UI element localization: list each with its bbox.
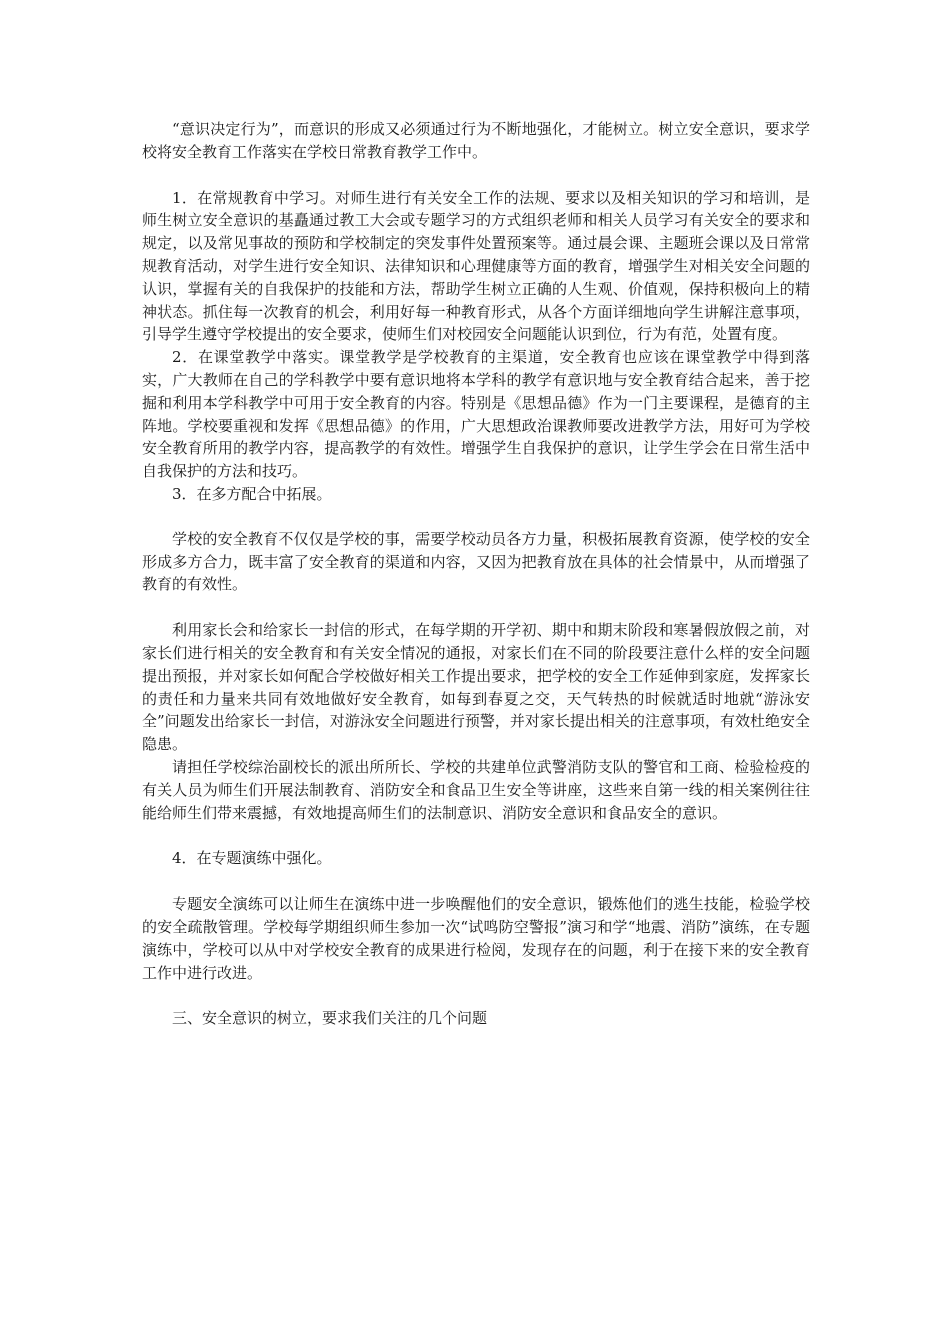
paragraph-item-4-body: 专题安全演练可以让师生在演练中进一步唤醒他们的安全意识，锻炼他们的逃生技能，检验学校的安全疏散管理。学校每学期组织师生参加一次“试鸣防空警报”演习和学“地震、消防”演练，在专题演练中，学校可以从中对学校安全教育的成果进行检阅，发现存在的问题，利于在接下来的安全教育工作中进行改进。 — [142, 895, 810, 982]
paragraph-parents-letter: 利用家长会和给家长一封信的形式，在每学期的开学初、期中和期末阶段和寒暑假放假之前，对家长们进行相关的安全教育和有关安全情况的通报，对家长们在不同的阶段要注意什么样的安全问题提出预报，并对家长如何配合学校做好相关工作提出要求，把学校的安全工作延伸到家庭，发挥家长的责任和力量来共同有效地做好安全教育，如每到春夏之交，天气转热的时候就适时地就“游泳安全”问题发出给家长一封信，对游泳安全问题进行预警，并对家长提出相关的注意事项，有效杜绝安全隐患。 — [142, 621, 810, 754]
paragraph-item-1: 1．在常规教育中学习。对师生进行有关安全工作的法规、要求以及相关知识的学习和培训，是师生树立安全意识的基矗通过教工大会或专题学习的方式组织老师和相关人员学习有关安全的要求和规定，以及常见事故的预防和学校制定的突发事件处置预案等。通过晨会课、主题班会课以及日常常规教育活动，对学生进行安全知识、法律知识和心理健康等方面的教育，增强学生对相关安全问题的认识，掌握有关的自我保护的技能和方法，帮助学生树立正确的人生观、价值观，保持积极向上的精神状态。抓住每一次教育的机会，利用好每一种教育形式，从各个方面详细地向学生讲解注意事项，引导学生遵守学校提出的安全要求，使师生们对校园安全问题能认识到位，行为有范，处置有度。 — [142, 188, 810, 344]
paragraph-item-3-body: 学校的安全教育不仅仅是学校的事，需要学校动员各方力量，积极拓展教育资源，使学校的安全形成多方合力，既丰富了安全教育的渠道和内容，又因为把教育放在具体的社会情景中，从而增强了教育的有效性。 — [142, 529, 810, 594]
paragraph-item-4-heading: 4．在专题演练中强化。 — [172, 849, 332, 868]
paragraph-intro: “意识决定行为”，而意识的形成又必须通过行为不断地强化，才能树立。树立安全意识，要求学校将安全教育工作落实在学校日常教育教学工作中。 — [142, 120, 810, 161]
paragraph-lectures: 请担任学校综治副校长的派出所所长、学校的共建单位武警消防支队的警官和工商、检验检疫的有关人员为师生们开展法制教育、消防安全和食品卫生安全等讲座，这些来自第一线的相关案例往往能给师生们带来震撼，有效地提高师生们的法制意识、消防安全意识和食品安全的意识。 — [142, 757, 810, 822]
section-heading-three: 三、安全意识的树立，要求我们关注的几个问题 — [172, 1009, 488, 1028]
paragraph-item-3-heading: 3．在多方配合中拓展。 — [172, 484, 332, 503]
paragraph-item-2: 2．在课堂教学中落实。课堂教学是学校教育的主渠道，安全教育也应该在课堂教学中得到落实，广大教师在自己的学科教学中要有意识地将本学科的教学有意识地与安全教育结合起来，善于挖掘和利用本学科教学中可用于安全教育的内容。特别是《思想品德》作为一门主要课程，是德育的主阵地。学校要重视和发挥《思想品德》的作用，广大思想政治课教师要改进教学方法，用好可为学校安全教育所用的教学内容，提高教学的有效性。增强学生自我保护的意识，让学生学会在日常生活中自我保护的方法和技巧。 — [142, 348, 810, 481]
document-body — [142, 118, 810, 1030]
